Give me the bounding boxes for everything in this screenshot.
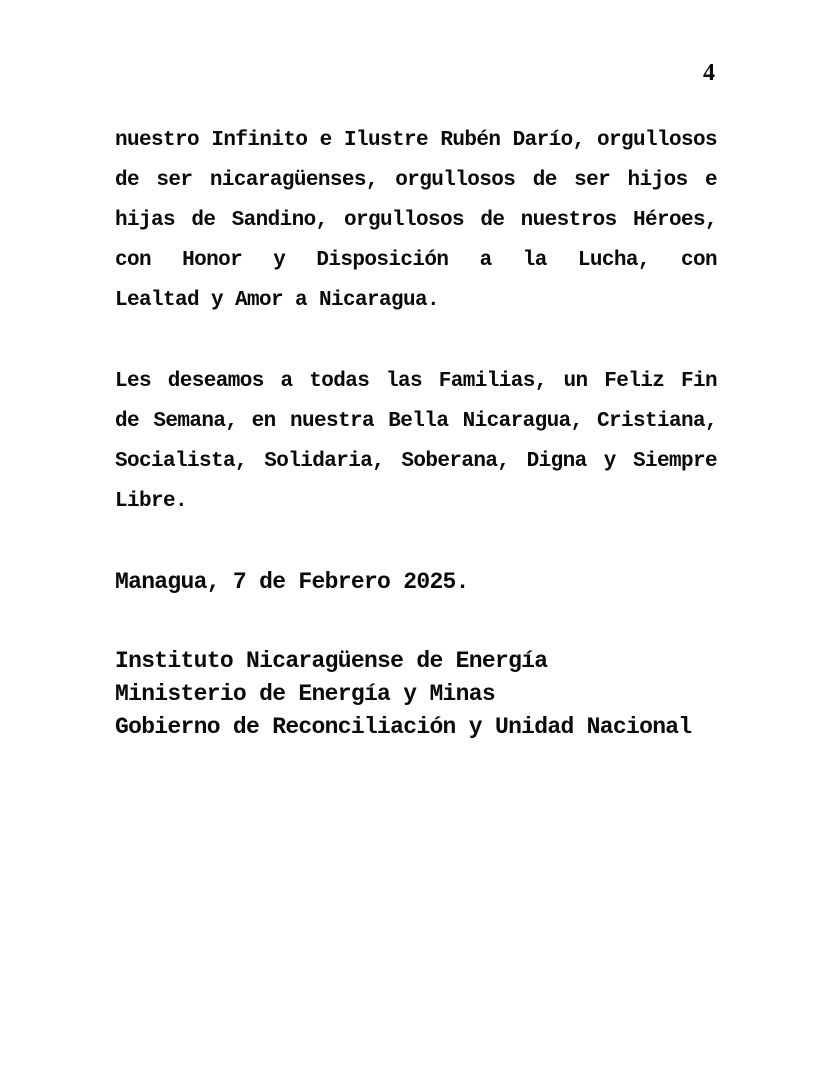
- text-line: con Honor y Disposición a la Lucha, con: [115, 249, 717, 272]
- signature-line-institute: Instituto Nicaragüense de Energía: [115, 648, 548, 674]
- text-line: nuestro Infinito e Ilustre Rubén Darío, orgullosos: [115, 129, 717, 152]
- paragraph-wishes: [115, 362, 717, 522]
- text-line: hijas de Sandino, orgullosos de nuestros Héroes,: [115, 209, 717, 232]
- signature-block: [115, 645, 717, 744]
- text-line: de ser nicaragüenses, orgullosos de ser hijos e: [115, 169, 717, 192]
- text-line: Libre.: [115, 490, 188, 513]
- signature-line-ministry: Ministerio de Energía y Minas: [115, 681, 495, 707]
- text-line: de Semana, en nuestra Bella Nicaragua, Cristiana,: [115, 410, 717, 433]
- text-line: Lealtad y Amor a Nicaragua.: [115, 289, 440, 312]
- text-line: Les deseamos a todas las Familias, un Feliz Fin: [115, 370, 717, 393]
- dateline: Managua, 7 de Febrero 2025.: [115, 569, 469, 595]
- text-line: Socialista, Solidaria, Soberana, Digna y Siempre: [115, 450, 717, 473]
- page-number: 4: [703, 60, 715, 86]
- paragraph-pride: [115, 121, 717, 321]
- signature-line-government: Gobierno de Reconciliación y Unidad Nacional: [115, 714, 692, 740]
